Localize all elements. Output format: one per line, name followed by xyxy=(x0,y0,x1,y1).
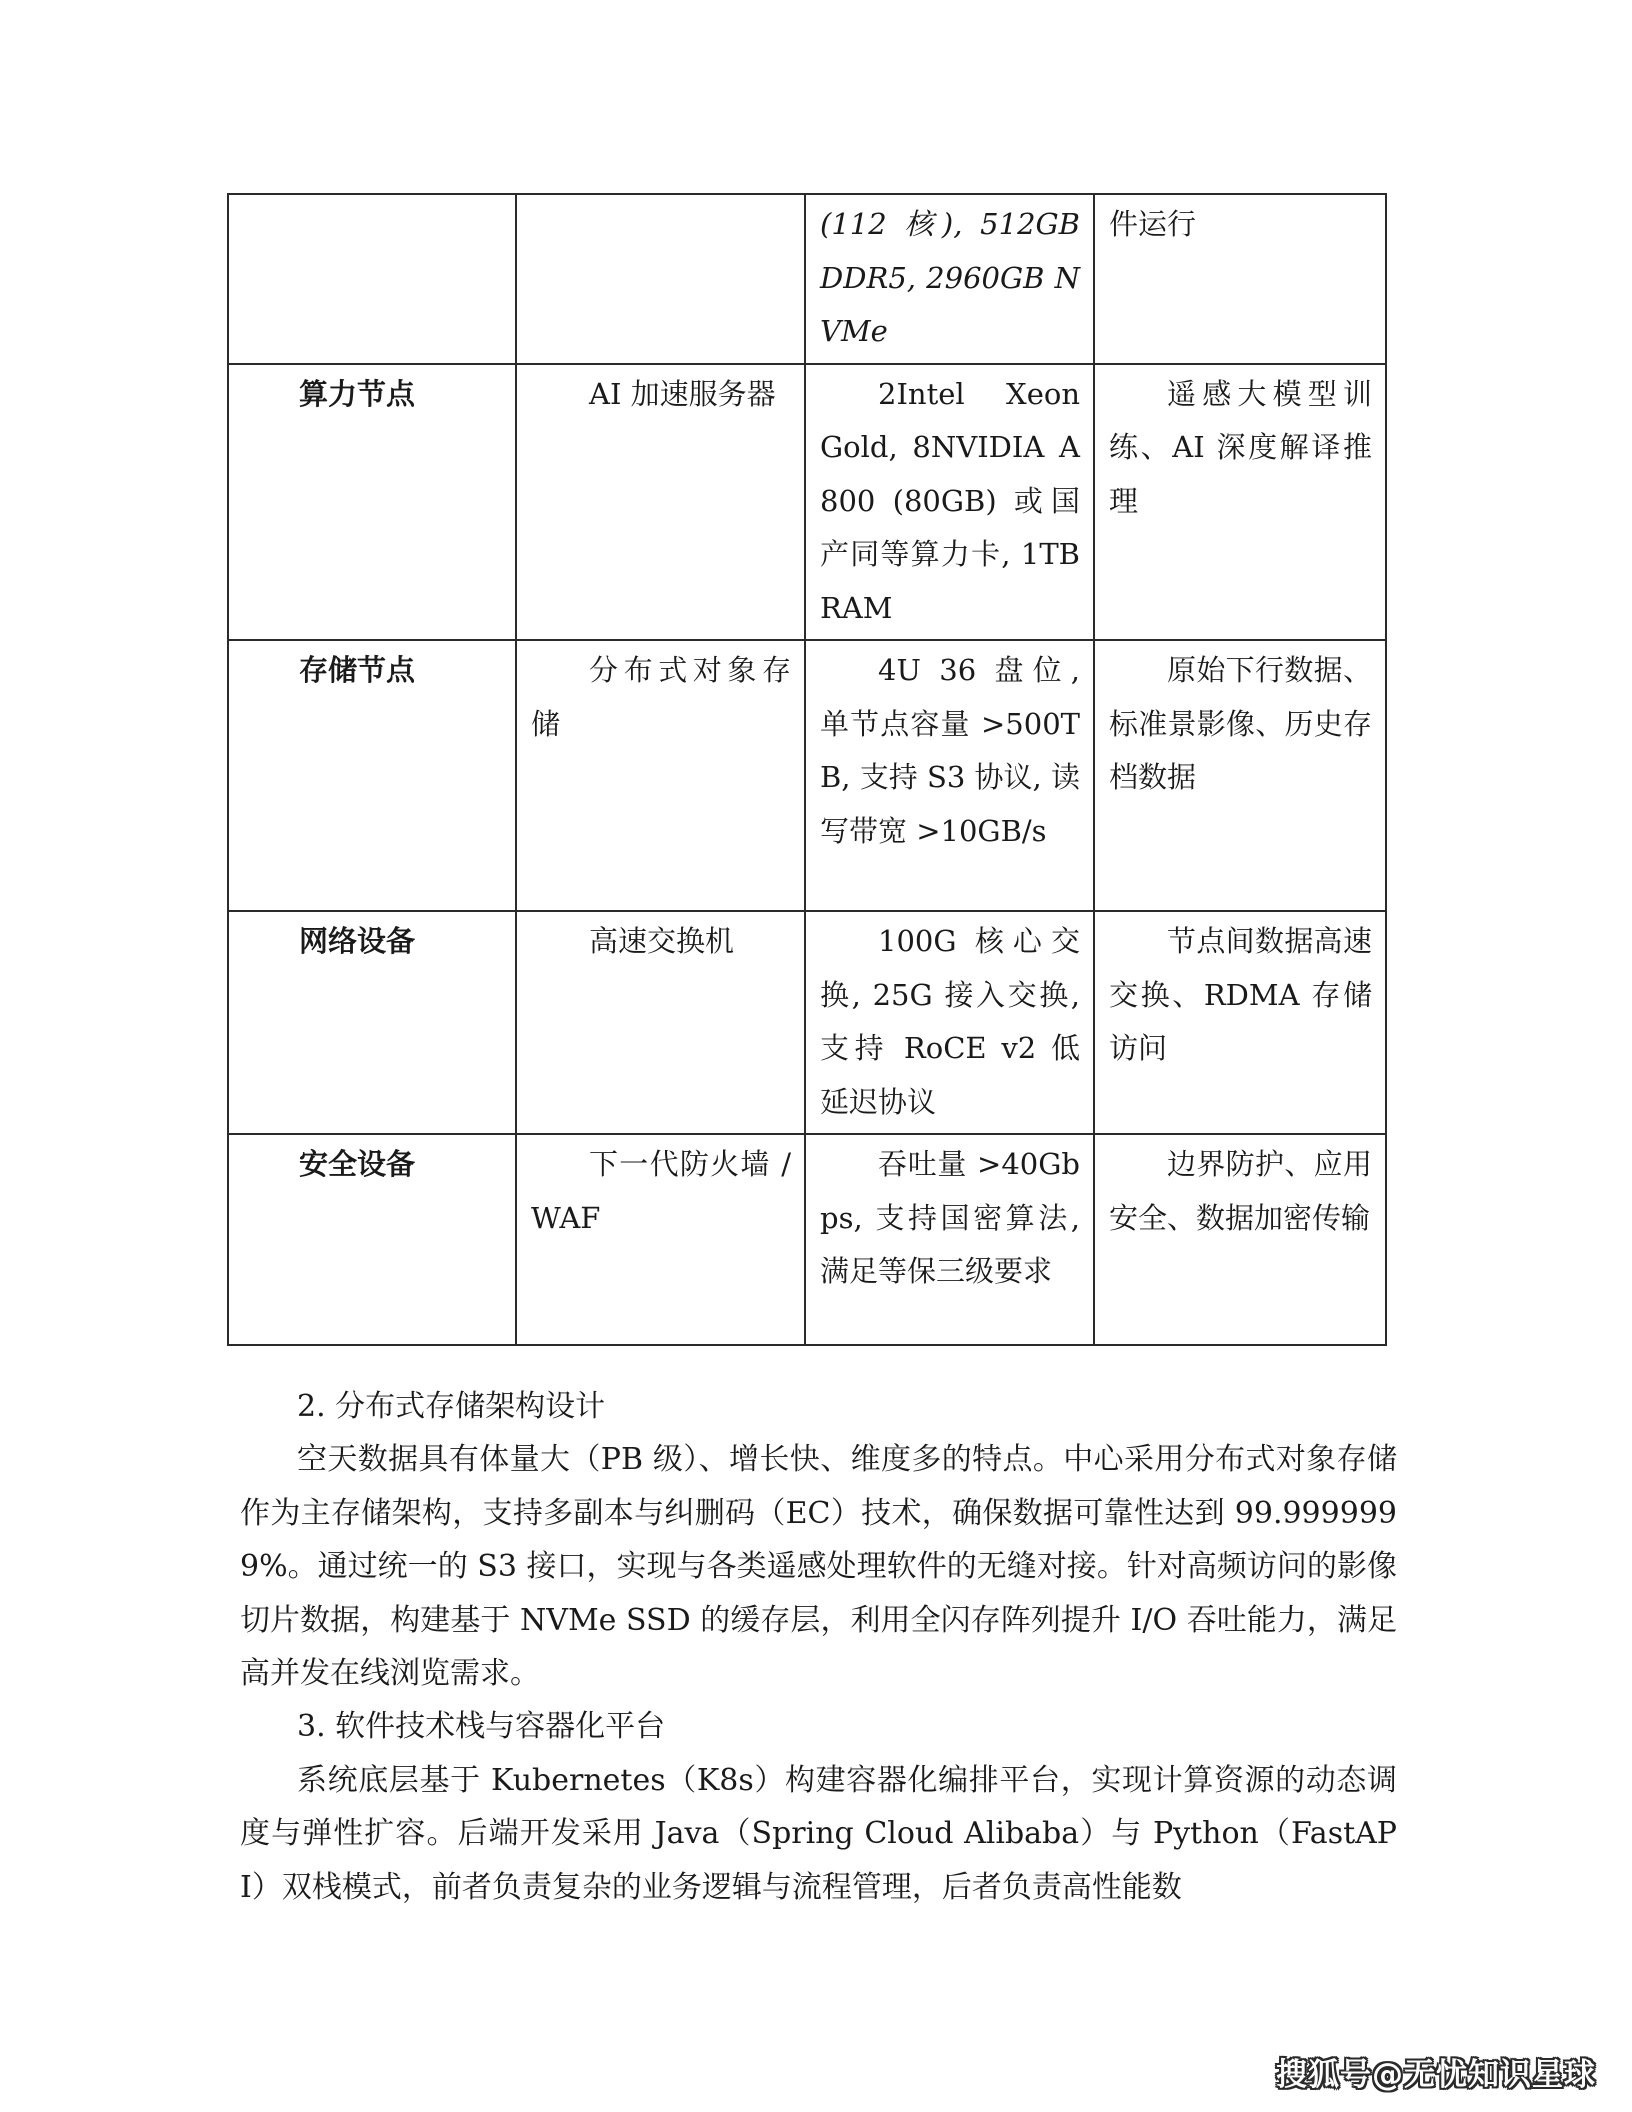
section-paragraph: 空天数据具有体量大（PB 级）、增长快、维度多的特点。中心采用分布式对象存储作为主存储架构，支持多副本与纠删码（EC）技术，确保数据可靠性达到 99.9999999%。通过统一的 S3 接口，实现与各类遥感处理软件的无缝对接。针对高频访问的影像切片数据，构建基于 NVMe SSD 的缓存层，利用全闪存阵列提升 I/O 吞吐能力，满足高并发在线浏览需求。 xyxy=(240,1442,1397,1692)
device-cell: 下一代防火墙 /WAF xyxy=(516,1134,805,1345)
category-cell: 算力节点 xyxy=(228,364,516,641)
spec-cell: 吞吐量 >40Gbps, 支持国密算法, 满足等保三级要求 xyxy=(805,1134,1094,1345)
usage-cell: 件运行 xyxy=(1094,194,1386,364)
table-row xyxy=(228,640,1386,911)
category-cell xyxy=(228,194,516,364)
table-row xyxy=(228,1134,1386,1345)
spec-cell: (112 核), 512GB DDR5, 2960GB NVMe xyxy=(805,194,1094,364)
table-row xyxy=(228,194,1386,364)
spec-cell: 2Intel Xeon Gold, 8NVIDIA A800 (80GB) 或国产同等算力卡, 1TB RAM xyxy=(805,364,1094,641)
watermark: 搜狐号@无忧知识星球 xyxy=(1276,2057,1596,2093)
section-heading: 2. 分布式存储架构设计 xyxy=(297,1389,606,1424)
usage-cell: 边界防护、应用安全、数据加密传输 xyxy=(1094,1134,1386,1345)
section-paragraph: 系统底层基于 Kubernetes（K8s）构建容器化编排平台，实现计算资源的动态调度与弹性扩容。后端开发采用 Java（Spring Cloud Alibaba）与 Python（FastAPI）双栈模式，前者负责复杂的业务逻辑与流程管理，后者负责高性能数 xyxy=(240,1762,1397,1905)
category-cell: 安全设备 xyxy=(228,1134,516,1345)
device-cell: 分布式对象存储 xyxy=(516,640,805,911)
device-cell: 高速交换机 xyxy=(516,911,805,1134)
table-row xyxy=(228,364,1386,641)
body-text xyxy=(240,1380,1397,1914)
table-row xyxy=(228,911,1386,1134)
usage-cell: 原始下行数据、标准景影像、历史存档数据 xyxy=(1094,640,1386,911)
device-cell: AI 加速服务器 xyxy=(516,364,805,641)
usage-cell: 节点间数据高速交换、RDMA 存储访问 xyxy=(1094,911,1386,1134)
spec-cell: 4U 36 盘位, 单节点容量 >500TB, 支持 S3 协议, 读写带宽 >10GB/s xyxy=(805,640,1094,911)
spec-cell: 100G 核心交换, 25G 接入交换, 支持 RoCE v2 低延迟协议 xyxy=(805,911,1094,1134)
section-heading: 3. 软件技术栈与容器化平台 xyxy=(297,1709,666,1745)
device-cell xyxy=(516,194,805,364)
category-cell: 网络设备 xyxy=(228,911,516,1134)
usage-cell: 遥感大模型训练、AI 深度解译推理 xyxy=(1094,364,1386,641)
hardware-spec-table xyxy=(227,193,1387,1346)
category-cell: 存储节点 xyxy=(228,640,516,911)
